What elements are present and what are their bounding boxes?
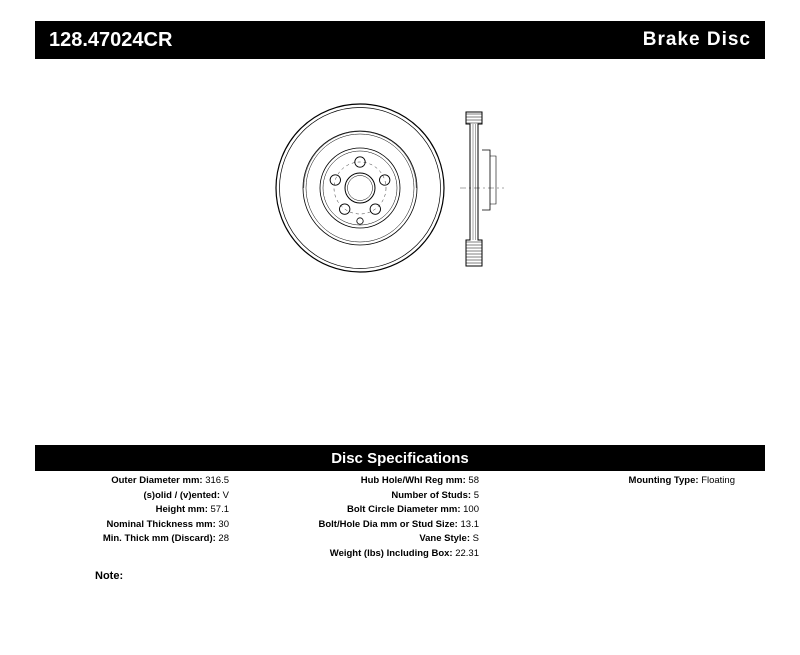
spec-label: Hub Hole/Whl Reg mm: <box>360 475 466 486</box>
spec-value: 100 <box>463 504 479 515</box>
product-type-label: Brake Disc <box>642 29 751 50</box>
spec-value: 30 <box>218 518 229 530</box>
spec-label: Bolt Circle Diameter mm: <box>346 504 461 515</box>
spec-value: 316.5 <box>205 475 229 486</box>
rotor-face-view <box>276 104 444 272</box>
spec-row <box>35 532 229 547</box>
spec-row <box>235 532 479 547</box>
spec-row <box>485 474 735 489</box>
spec-label: Height mm: <box>155 504 208 515</box>
spec-value: S <box>472 533 479 544</box>
spec-column-right <box>485 474 765 561</box>
rotor-edge-view <box>460 112 504 266</box>
spec-label: (s)olid / (v)ented: <box>143 489 221 501</box>
spec-label: Mounting Type: <box>628 475 699 486</box>
spec-label: Number of Studs: <box>391 489 472 501</box>
spec-value: 57.1 <box>210 504 229 515</box>
spec-row <box>235 474 479 489</box>
spec-row <box>35 474 229 489</box>
spec-value: 13.1 <box>460 518 479 530</box>
spec-column-left <box>35 474 235 561</box>
note-section <box>95 570 123 582</box>
spec-label: Min. Thick mm (Discard): <box>102 533 216 544</box>
header-bar <box>35 21 765 59</box>
spec-value: 22.31 <box>455 547 479 559</box>
page-title: 128.47024CR <box>49 28 173 51</box>
spec-row <box>235 547 479 562</box>
spec-row <box>235 503 479 518</box>
rotor-drawing-svg <box>270 90 550 290</box>
spec-label: Bolt/Hole Dia mm or Stud Size: <box>318 518 458 530</box>
spec-label: Nominal Thickness mm: <box>106 518 216 530</box>
spec-label: Outer Diameter mm: <box>111 475 203 486</box>
disc-specifications-title: Disc Specifications <box>331 449 469 467</box>
spec-label: Weight (lbs) Including Box: <box>329 547 453 559</box>
spec-value: 5 <box>473 489 479 501</box>
spec-value: Floating <box>701 475 735 486</box>
technical-drawing <box>270 90 550 290</box>
disc-specifications-bar <box>35 445 765 471</box>
footer-spacer <box>0 650 800 651</box>
spec-row <box>35 503 229 518</box>
spec-row <box>235 489 479 504</box>
spec-value: 28 <box>218 533 229 544</box>
spec-value: V <box>222 489 229 501</box>
spec-row <box>35 518 229 533</box>
note-label: Note: <box>95 570 124 582</box>
spec-value: 58 <box>468 475 479 486</box>
spec-row <box>235 518 479 533</box>
specifications-columns <box>35 474 765 561</box>
spec-row <box>35 489 229 504</box>
spec-column-middle <box>235 474 485 561</box>
spec-label: Vane Style: <box>419 533 471 544</box>
